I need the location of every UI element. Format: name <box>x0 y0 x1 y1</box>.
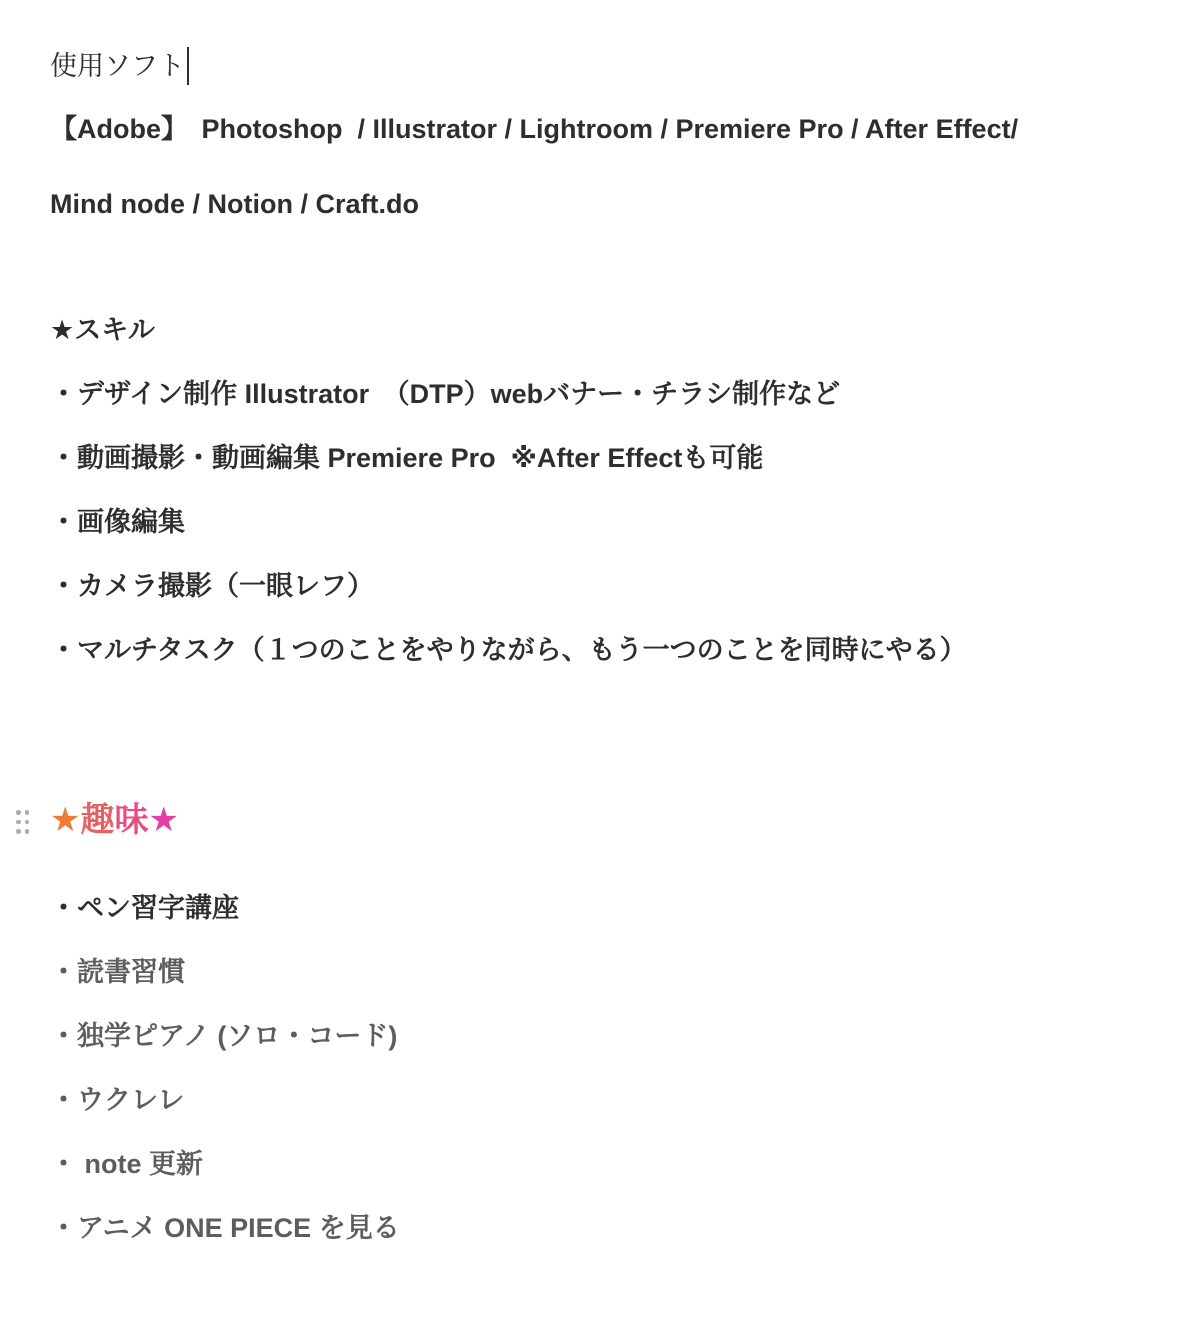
skills-heading[interactable]: ★スキル <box>50 315 155 345</box>
used-software-title-text: 使用ソフト <box>50 51 185 81</box>
hobby-item-piano[interactable]: ・独学ピアノ (ソロ・コード) <box>50 1021 398 1051</box>
hobby-item-penmanship[interactable]: ・ペン習字講座 <box>50 893 239 923</box>
drag-dot <box>16 820 21 825</box>
skill-item-image-editing[interactable]: ・画像編集 <box>50 507 185 537</box>
star-icon: ★ <box>148 801 179 839</box>
drag-dot <box>16 810 21 815</box>
hobbies-heading[interactable] <box>50 798 1120 842</box>
drag-dot <box>25 829 30 834</box>
skill-item-design[interactable]: ・デザイン制作 Illustrator （DTP）webバナー・チラシ制作など <box>50 379 841 409</box>
text-cursor <box>187 47 189 85</box>
hobby-item-reading[interactable]: ・読書習慣 <box>50 957 185 987</box>
skill-item-multitask[interactable]: ・マルチタスク（１つのことをやりながら、もう一つのことを同時にやる） <box>50 635 967 665</box>
paragraph-used-software-title[interactable] <box>50 47 1120 85</box>
paragraph-other-tools[interactable]: Mind node / Notion / Craft.do <box>50 189 419 219</box>
star-icon: ★ <box>50 801 81 839</box>
drag-dot <box>25 820 30 825</box>
hobby-item-one-piece[interactable]: ・アニメ ONE PIECE を見る <box>50 1213 400 1243</box>
paragraph-adobe-tools[interactable]: 【Adobe】 Photoshop / Illustrator / Lightroom / Premiere Pro / After Effect/ <box>50 114 1019 144</box>
drag-dot <box>16 829 21 834</box>
drag-dot <box>25 810 30 815</box>
hobbies-heading-char: 趣 <box>80 801 115 839</box>
hobby-item-ukulele[interactable]: ・ウクレレ <box>50 1085 185 1115</box>
skill-item-video[interactable]: ・動画撮影・動画編集 Premiere Pro ※After Effectも可能 <box>50 443 764 473</box>
block-drag-handle-icon[interactable] <box>16 810 29 834</box>
hobbies-heading-char: 味 <box>114 801 149 839</box>
skill-item-camera[interactable]: ・カメラ撮影（一眼レフ） <box>50 571 374 601</box>
hobby-item-note[interactable]: ・ note 更新 <box>50 1149 203 1179</box>
